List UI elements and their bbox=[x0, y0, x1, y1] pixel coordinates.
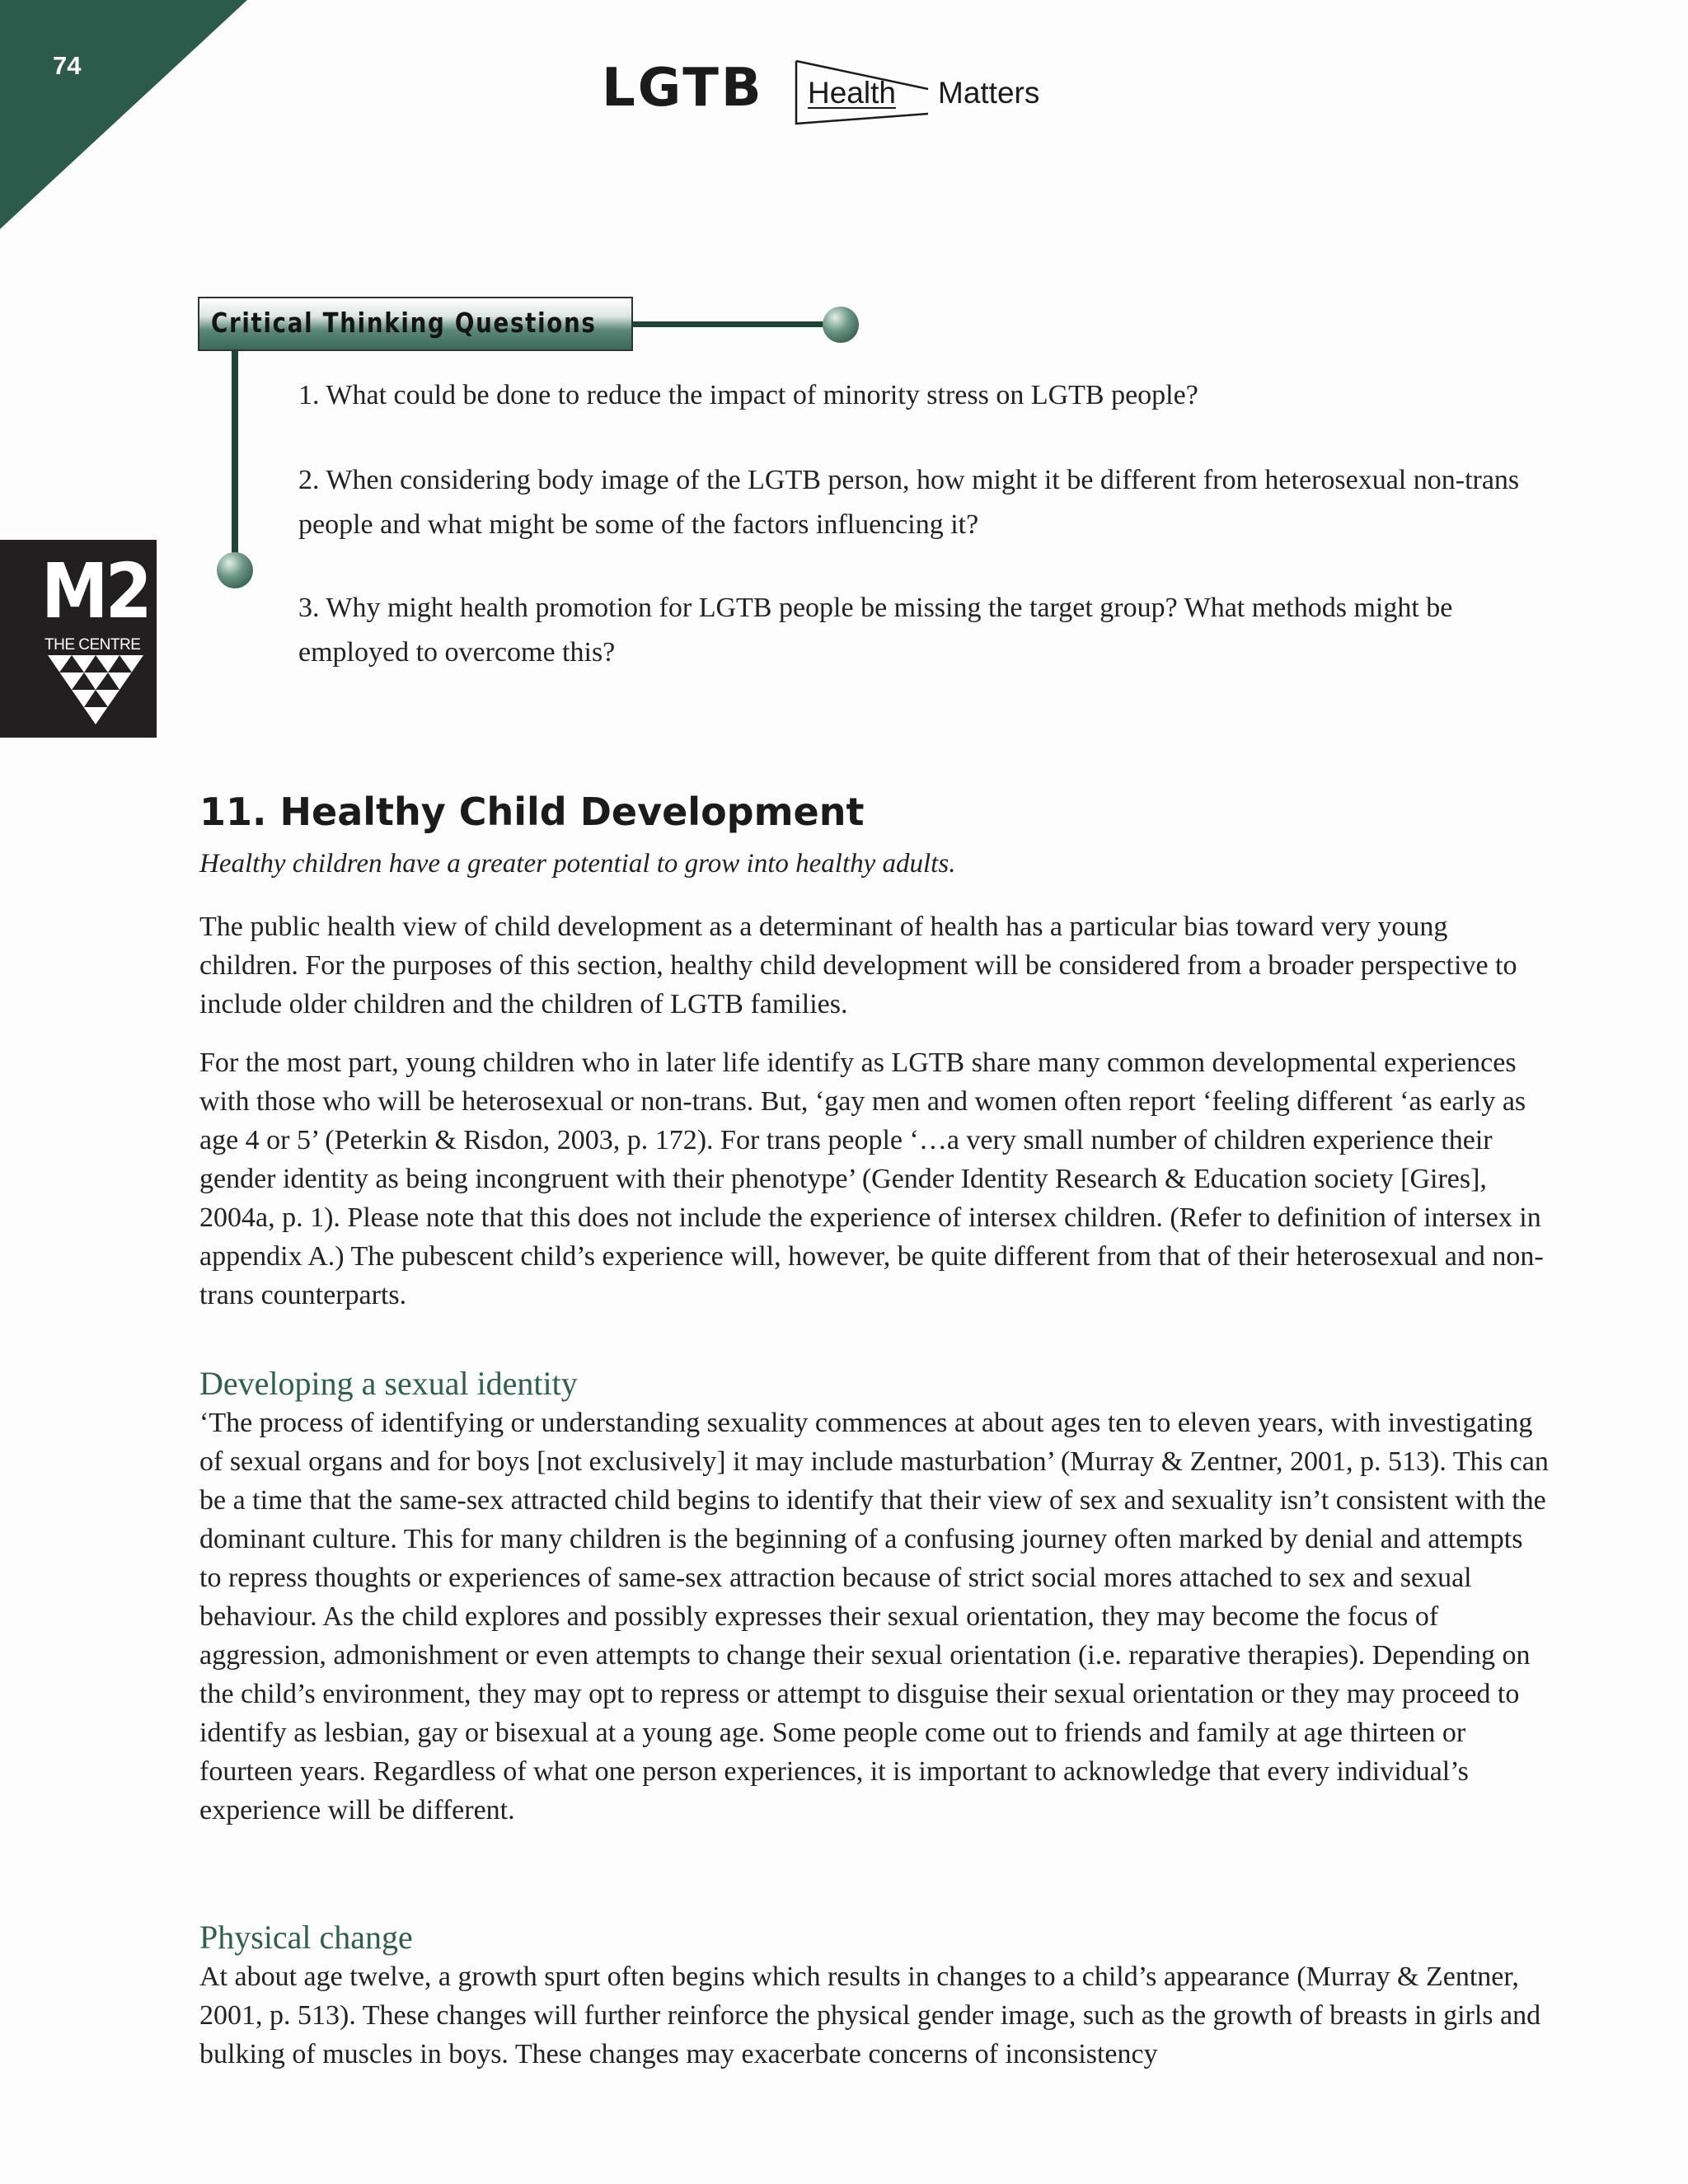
bullet-dot-icon bbox=[217, 552, 253, 588]
centre-triangles-icon bbox=[48, 655, 143, 724]
logo-lgtb: LGTB bbox=[602, 58, 764, 119]
question-1: 1. What could be done to reduce the impact of minority stress on LGTB people? bbox=[298, 380, 1198, 410]
connector-line-vertical bbox=[232, 351, 238, 564]
centre-label: THE CENTRE bbox=[45, 636, 141, 654]
module-side-tab bbox=[0, 540, 157, 738]
question-2: 2. When considering body image of the LGTB person, how might it be different from heterosexual non-trans people and what might be some of the factors influencing it? bbox=[298, 465, 1520, 540]
body-paragraph: At about age twelve, a growth spurt often begins which results in changes to a child’s appearance (Murray & Zentner, 2001, p. 513). These changes will further reinforce the physical gender image, such as the growth of breasts in girls and bulking of muscles in boys. These changes may exacerbate concerns of inconsistency bbox=[199, 1961, 1541, 2069]
subheading-physical-change: Physical change bbox=[199, 1919, 413, 1956]
body-paragraph: ‘The process of identifying or understanding sexuality commences at about ages ten to eleven years, with investigating of sexual organs and for boys [not exclusively] it may include masturbation’ (Murray & Zentner, 2001, p. 513). This can be a time that the same-sex attracted child begins to identify that their view of sex and sexuality isn’t consistent with the dominant culture. This for many children is the beginning of a confusing journey often marked by denial and attempts to repress thoughts or experiences of same-sex attraction because of strict social mores attached to sex and sexual behaviour. As the child explores and possibly expresses their sexual orientation, they may become the focus of aggression, admonishment or even attempts to change their sexual orientation (i.e. reparative therapies). Depending on the child’s environment, they may opt to repress or attempt to disguise their sexual orientation or they may proceed to identify as lesbian, gay or bisexual at a young age. Some people come out to friends and family at age thirteen or fourteen years. Regardless of what one person experiences, it is important to acknowledge that every individual’s experience will be different. bbox=[199, 1408, 1549, 1825]
body-paragraph: The public health view of child development as a determinant of health has a particular bias toward very young children. For the purposes of this section, healthy child development will be considered from a broader perspective to include older children and the children of LGTB families. bbox=[199, 912, 1517, 1019]
publication-logo bbox=[602, 56, 1088, 127]
body-paragraph: For the most part, young children who in later life identify as LGTB share many common developmental experiences with those who will be heterosexual or non-trans. But, ‘gay men and women often report ‘feeling different ‘as early as age 4 or 5’ (Peterkin & Risdon, 2003, p. 172). For trans people ‘…a very small number of children experience their gender identity as being incongruent with their phenotype’ (Gender Identity Research & Education society [Gires], 2004a, p. 1). Please note that this does not include the experience of intersex children. (Refer to definition of intersex in appendix A.) The pubescent child’s experience will, however, be quite different from that of their heterosexual and non-trans counterparts. bbox=[199, 1047, 1544, 1310]
module-label: M2 bbox=[41, 548, 149, 636]
section-tagline: Healthy children have a greater potential to grow into healthy adults. bbox=[199, 849, 956, 879]
critical-thinking-title: Critical Thinking Questions bbox=[211, 307, 597, 339]
question-3: 3. Why might health promotion for LGTB people be missing the target group? What methods might be employed to overcome this? bbox=[298, 593, 1453, 668]
subheading-sexual-identity: Developing a sexual identity bbox=[199, 1365, 578, 1402]
corner-decoration bbox=[0, 0, 247, 229]
logo-matters: Matters bbox=[938, 76, 1040, 110]
critical-thinking-header bbox=[198, 297, 633, 351]
section-heading: 11. Healthy Child Development bbox=[199, 790, 865, 834]
logo-health: Health bbox=[808, 76, 896, 110]
page-number: 74 bbox=[53, 51, 82, 80]
connector-line bbox=[633, 321, 831, 327]
bullet-dot-icon bbox=[823, 307, 859, 343]
